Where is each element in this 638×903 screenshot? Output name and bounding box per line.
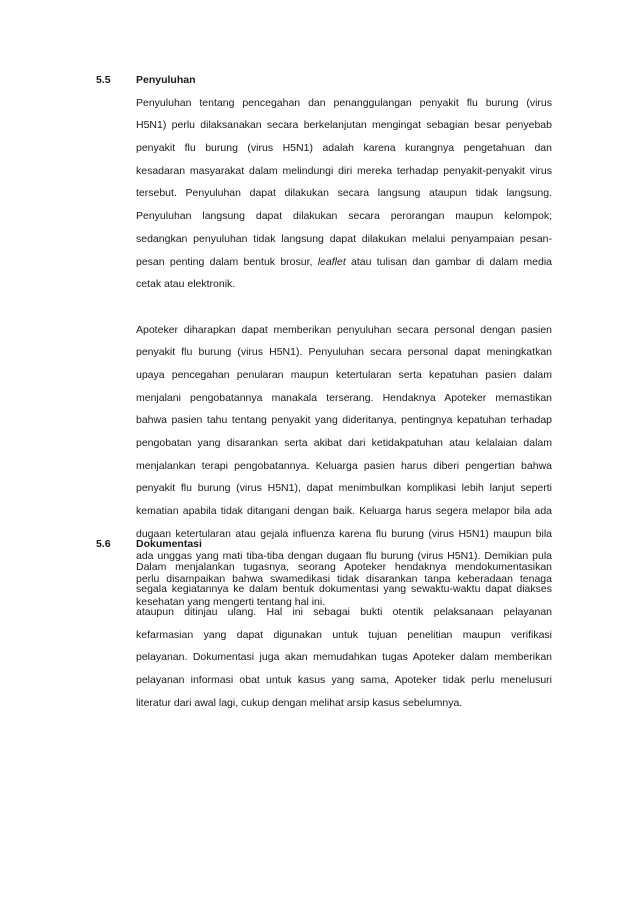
- paragraph-1: [136, 92, 552, 296]
- text-line: cetak atau elektronik.: [136, 278, 236, 291]
- text-line: penyakit flu burung (virus H5N1), dapat menimbulkan komplikasi lebih lanjut seperti: [136, 482, 552, 495]
- text-line: literatur dari awal lagi, cukup dengan melihat arsip kasus sebelumnya.: [136, 696, 463, 709]
- section-title: Penyuluhan: [136, 74, 196, 86]
- section-title: Dokumentasi: [136, 538, 202, 550]
- text-line: ataupun ditinjau ulang. Hal ini sebagai bukti otentik pelaksanaan pelayanan: [136, 606, 552, 619]
- text-line: dugaan ketertularan atau gejala influenza karena flu burung (virus H5N1) maupun bila: [136, 527, 552, 540]
- text-line: Apoteker diharapkan dapat memberikan penyuluhan secara personal dengan pasien: [136, 323, 552, 336]
- text-line: kesehatan yang mengerti tentang hal ini.: [136, 595, 326, 608]
- text-line: ada unggas yang mati tiba-tiba dengan dugaan flu burung (virus H5N1). Demikian pula: [136, 550, 552, 563]
- text-segment: pesan penting dalam bentuk brosur,: [136, 255, 313, 268]
- text-line: penyakit flu burung (virus H5N1). Penyuluhan secara personal dapat meningkatkan: [136, 346, 552, 359]
- section-body: [136, 556, 552, 715]
- text-line: Penyuluhan tentang pencegahan dan penanggulangan penyakit flu burung (virus: [136, 96, 552, 109]
- text-line: H5N1) perlu dilaksanakan secara berkelanjutan mengingat sebagian besar penyebab: [136, 119, 552, 132]
- text-line: upaya pencegahan penularan maupun ketertularan serta kepatuhan pasien dalam: [136, 368, 552, 381]
- text-line: menjalankan terapi pengobatannya. Keluarga pasien harus diberi pengertian bahwa: [136, 459, 552, 472]
- text-line: segala kegiatannya ke dalam bentuk dokumentasi yang sewaktu-waktu dapat diakses: [136, 583, 552, 596]
- text-line: penyakit flu burung (virus H5N1) adalah karena kurangnya pengetahuan dan: [136, 142, 552, 155]
- text-line: pelayanan informasi obat untuk kasus yang sama, Apoteker tidak perlu menelusuri: [136, 674, 552, 687]
- paragraph-1: [136, 556, 552, 715]
- text-line: Dalam menjalankan tugasnya, seorang Apoteker hendaknya mendokumentasikan: [136, 560, 552, 573]
- text-line-with-italic: [136, 251, 552, 274]
- text-line: Penyuluhan langsung dapat dilakukan secara perorangan maupun kelompok;: [136, 210, 552, 223]
- text-line: kefarmasian yang dapat digunakan untuk tujuan penelitian maupun verifikasi: [136, 628, 552, 641]
- text-line: kematian apabila tidak ditangani dengan baik. Keluarga harus segera melapor bila ada: [136, 505, 552, 518]
- section-dokumentasi: [96, 533, 552, 723]
- italic-term: leaflet: [317, 255, 346, 268]
- text-line: kesadaran masyarakat dalam melindungi diri mereka terhadap penyakit-penyakit virus: [136, 164, 552, 177]
- section-number: 5.5: [96, 74, 111, 86]
- text-line: sedangkan penyuluhan tidak langsung dapat dilakukan melalui penyampaian pesan-: [136, 232, 552, 245]
- paragraph-gap: [136, 296, 552, 319]
- text-line: bahwa pasien tahu tentang penyakit yang dideritanya, pentingnya kepatuhan terhadap: [136, 414, 552, 427]
- text-line: pelayanan. Dokumentasi juga akan memudahkan tugas Apoteker dalam memberikan: [136, 651, 552, 664]
- section-number: 5.6: [96, 538, 111, 550]
- text-line: pengobatan yang disarankan serta akibat dari ketidakpatuhan atau kelalaian dalam: [136, 437, 552, 449]
- text-segment: atau tulisan dan gambar di dalam media: [351, 255, 552, 268]
- text-line: perlu disampaikan bahwa swamedikasi tidak disarankan tanpa keberadaan tenaga: [136, 573, 552, 586]
- text-line: tersebut. Penyuluhan dapat dilakukan secara langsung ataupun tidak langsung.: [136, 187, 552, 200]
- text-line: menjalani pengobatannya manakala terserang. Hendaknya Apoteker memastikan: [136, 391, 552, 404]
